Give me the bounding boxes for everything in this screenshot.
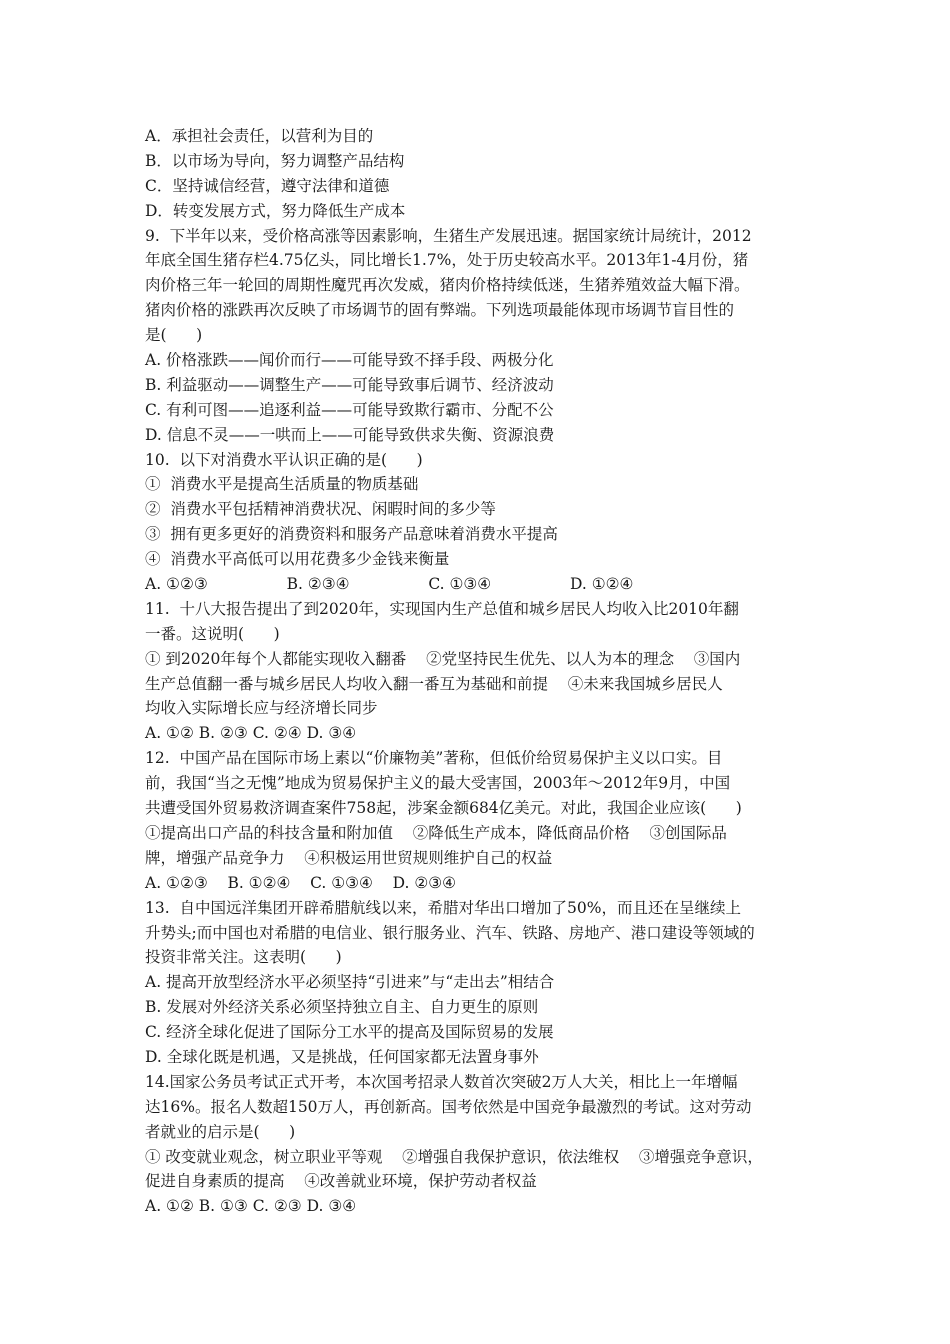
text-line: ② 消费水平包括精神消费状况、闲暇时间的多少等: [145, 500, 496, 519]
text-line: 年底全国生猪存栏4.75亿头，同比增长1.7%，处于历史较高水平。2013年1-4月份，猪: [145, 251, 749, 270]
text-line: 一番。这说明( ): [145, 624, 280, 643]
text-line: 10. 以下对消费水平认识正确的是( ): [145, 450, 423, 469]
text-line: 9. 下半年以来，受价格高涨等因素影响，生猪生产发展迅速。据国家统计局统计，2012: [145, 226, 752, 245]
text-line: ① 到2020年每个人都能实现收入翻番 ②党坚持民生优先、以人为本的理念 ③国内: [145, 649, 741, 668]
text-line: 投资非常关注。这表明( ): [145, 948, 342, 967]
text-line: 13. 自中国远洋集团开辟希腊航线以来，希腊对华出口增加了50%，而且还在呈继续上: [145, 898, 741, 917]
text-line: 生产总值翻一番与城乡居民人均收入翻一番互为基础和前提 ④未来我国城乡居民人: [145, 674, 723, 693]
text-line: 11. 十八大报告提出了到2020年，实现国内生产总值和城乡居民人均收入比2010年翻: [145, 599, 739, 618]
text-line: 是( ): [145, 326, 203, 345]
text-line: B. 发展对外经济关系必须坚持独立自主、自力更生的原则: [145, 998, 539, 1017]
text-line: ① 消费水平是提高生活质量的物质基础: [145, 475, 419, 494]
text-line: ④ 消费水平高低可以用花费多少金钱来衡量: [145, 550, 450, 569]
text-line: C. 经济全球化促进了国际分工水平的提高及国际贸易的发展: [145, 1023, 554, 1042]
text-line: ① 改变就业观念，树立职业平等观 ②增强自我保护意识，依法维权 ③增强竞争意识，: [145, 1147, 763, 1166]
text-line: 均收入实际增长应与经济增长同步: [145, 699, 378, 718]
text-line: A. ①② B. ②③ C. ②④ D. ③④: [145, 724, 357, 743]
text-line: ③ 拥有更多更好的消费资料和服务产品意味着消费水平提高: [145, 525, 558, 544]
text-line: 促进自身素质的提高 ④改善就业环境，保护劳动者权益: [145, 1172, 537, 1191]
text-line: 14.国家公务员考试正式开考，本次国考招录人数首次突破2万人大关，相比上一年增幅: [145, 1072, 738, 1091]
text-line: B．以市场为导向，努力调整产品结构: [145, 151, 405, 170]
text-line: 肉价格三年一轮回的周期性魔咒再次发威，猪肉价格持续低迷，生猪养殖效益大幅下滑。: [145, 276, 750, 295]
text-line: 猪肉价格的涨跌再次反映了市场调节的固有弊端。下列选项最能体现市场调节盲目性的: [145, 301, 735, 320]
document-page: [145, 124, 815, 1219]
text-line: A. 提高开放型经济水平必须坚持“引进来”与“走出去”相结合: [145, 973, 555, 992]
text-line: C. 有利可图——追逐利益——可能导致欺行霸市、分配不公: [145, 400, 554, 419]
text-line: A. 价格涨跌——闻价而行——可能导致不择手段、两极分化: [145, 351, 554, 370]
text-line: B. 利益驱动——调整生产——可能导致事后调节、经济波动: [145, 375, 554, 394]
text-line: 升势头;而中国也对希腊的电信业、银行服务业、汽车、铁路、房地产、港口建设等领域的: [145, 923, 755, 942]
text-line: A. ①②③ B. ②③④ C. ①③④ D. ①②④: [145, 575, 634, 594]
text-line: A. ①② B. ①③ C. ②③ D. ③④: [145, 1197, 357, 1216]
text-line: ①提高出口产品的科技含量和附加值 ②降低生产成本，降低商品价格 ③创国际品: [145, 823, 727, 842]
text-line: A．承担社会责任，以营利为目的: [145, 127, 374, 145]
text-line: 达16%。报名人数超150万人，再创新高。国考依然是中国竞争最激烈的考试。这对劳动: [145, 1097, 752, 1116]
text-line: D. 信息不灵——一哄而上——可能导致供求失衡、资源浪费: [145, 425, 555, 444]
text-line: 牌，增强产品竞争力 ④积极运用世贸规则维护自己的权益: [145, 848, 553, 867]
text-line: D. 全球化既是机遇，又是挑战，任何国家都无法置身事外: [145, 1047, 539, 1066]
text-line: A. ①②③ B. ①②④ C. ①③④ D. ②③④: [145, 873, 457, 892]
text-line: 前，我国“当之无愧”地成为贸易保护主义的最大受害国，2003年～2012年9月，中国: [145, 774, 731, 793]
text-line: D．转变发展方式，努力降低生产成本: [145, 201, 406, 220]
text-line: 12. 中国产品在国际市场上素以“价廉物美”著称，但低价给贸易保护主义以口实。目: [145, 749, 723, 768]
text-line: C．坚持诚信经营，遵守法律和道德: [145, 176, 390, 195]
text-line: 者就业的启示是( ): [145, 1122, 296, 1141]
text-line: 共遭受国外贸易救济调查案件758起，涉案金额684亿美元。对此，我国企业应该( ): [145, 799, 742, 818]
